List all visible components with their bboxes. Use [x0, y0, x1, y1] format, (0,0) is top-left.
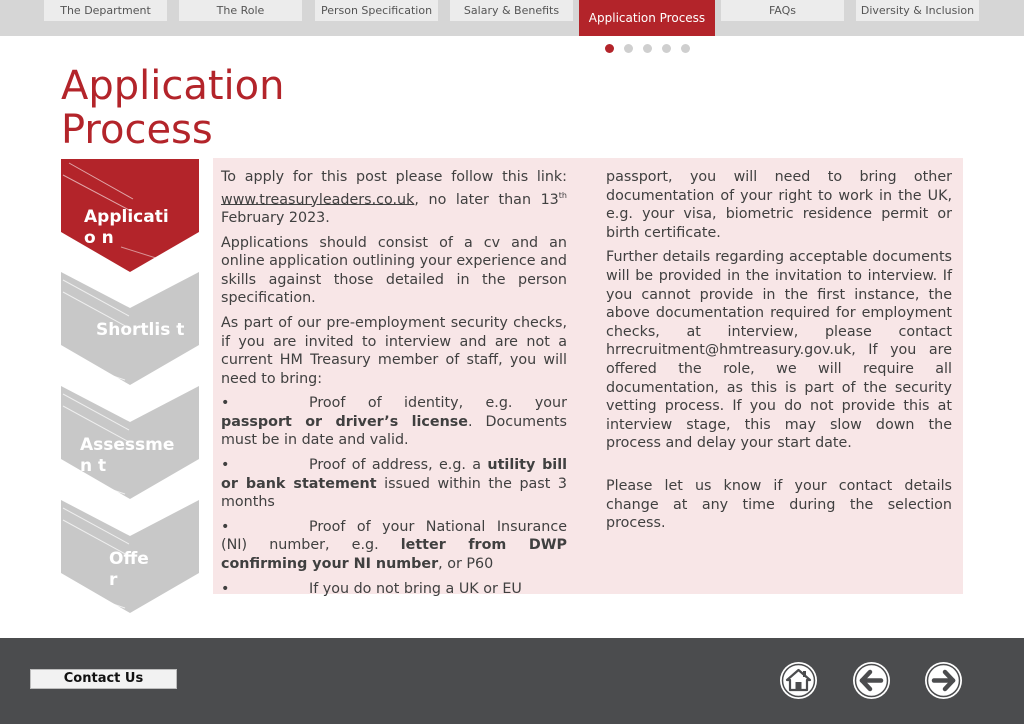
bullet-mark: •	[221, 518, 230, 535]
bullet-mark: •	[221, 580, 230, 597]
content-column-right	[606, 168, 952, 539]
content-panel	[213, 158, 963, 597]
step-label: Shortlis t	[96, 320, 185, 340]
step-offer[interactable]	[61, 500, 199, 613]
step-label: Assessmen t	[80, 435, 175, 476]
step-assessment[interactable]	[61, 386, 199, 499]
treasury-leaders-link[interactable]: www.treasuryleaders.co.uk	[221, 191, 415, 208]
page-dot-2[interactable]	[624, 44, 633, 53]
list-text-bold: passport or driver’s license	[221, 413, 468, 430]
arrow-left-icon	[853, 662, 890, 699]
step-label: Offe r	[109, 549, 149, 590]
arrow-right-icon	[925, 662, 962, 699]
content-column-left	[221, 168, 567, 604]
apply-text: , no later than 13	[414, 191, 559, 208]
bullet-mark: •	[221, 457, 230, 474]
list-item	[221, 394, 567, 450]
list-item	[221, 518, 567, 574]
back-button[interactable]	[853, 662, 890, 699]
tab-diversity-inclusion[interactable]: Diversity & Inclusion	[856, 0, 979, 21]
list-text-bold: utility bill or bank statement	[221, 457, 568, 492]
list-text: Proof of identity, e.g. your	[309, 395, 567, 412]
documentation-paragraph: passport, you will need to bring other documentation of your right to work in the UK, e.g. your visa, biometric residence permit or birth certificate.	[606, 169, 952, 241]
security-checks-paragraph: As part of our pre-employment security checks, if you are invited to interview and are not a current HM Treasury member of staff, you will need to bring:	[221, 314, 567, 387]
tab-salary-benefits[interactable]: Salary & Benefits	[450, 0, 573, 21]
page-dot-3[interactable]	[643, 44, 652, 53]
page-dot-4[interactable]	[662, 44, 671, 53]
apply-text: To apply for this post please follow this link:	[221, 169, 567, 185]
list-text: If you do not bring a UK or EU	[309, 580, 522, 597]
footer	[0, 638, 1024, 724]
step-shortlist[interactable]	[61, 272, 199, 385]
tab-application-process[interactable]: Application Process	[579, 0, 715, 36]
contact-details-paragraph: Please let us know if your contact details change at any time during the selection process.	[606, 477, 952, 532]
home-button[interactable]	[780, 662, 817, 699]
list-text-bold: letter from DWP confirming your NI number	[221, 537, 567, 573]
page-dot-5[interactable]	[681, 44, 690, 53]
date-suffix: th	[558, 190, 567, 200]
page-dot-1[interactable]	[605, 44, 614, 53]
list-item	[221, 456, 567, 512]
list-text: , or P60	[438, 556, 494, 573]
step-label: Applicatio n	[84, 207, 169, 248]
step-application[interactable]	[61, 159, 199, 272]
page-title: Application Process	[61, 63, 285, 153]
list-text: Proof of your National Insurance (NI) number, e.g.	[221, 518, 567, 554]
apply-paragraph	[221, 168, 567, 228]
home-icon	[780, 662, 817, 699]
bullet-mark: •	[221, 395, 230, 412]
tab-faqs[interactable]: FAQs	[721, 0, 844, 21]
next-button[interactable]	[925, 662, 962, 699]
list-text: Proof of address, e.g. a	[309, 457, 488, 474]
top-navigation	[0, 0, 1024, 36]
tab-the-role[interactable]: The Role	[179, 0, 302, 21]
tab-the-department[interactable]: The Department	[44, 0, 167, 21]
list-text: . Documents must be in date and valid.	[221, 413, 567, 449]
contact-us-button[interactable]: Contact Us	[30, 669, 177, 689]
apply-text: February 2023.	[221, 209, 330, 226]
applications-paragraph: Applications should consist of a cv and an online application outlining your experience and skills against those detailed in the person specification.	[221, 234, 568, 307]
list-text: issued within the past 3 months	[221, 475, 567, 511]
tab-person-specification[interactable]: Person Specification	[315, 0, 438, 21]
list-item	[221, 580, 567, 599]
further-details-paragraph: Further details regarding acceptable documents will be provided in the invitation to interview. If you cannot provide in the first instance, the above documentation required for employment checks, at interview, please contact hrrecruitment@hmtreasury.gov.uk, If you are offered the role, we will require all documentation, as this is part of the security vetting process. If you do not provide this at interview stage, this may slow down the process and delay your start date.	[606, 249, 952, 452]
